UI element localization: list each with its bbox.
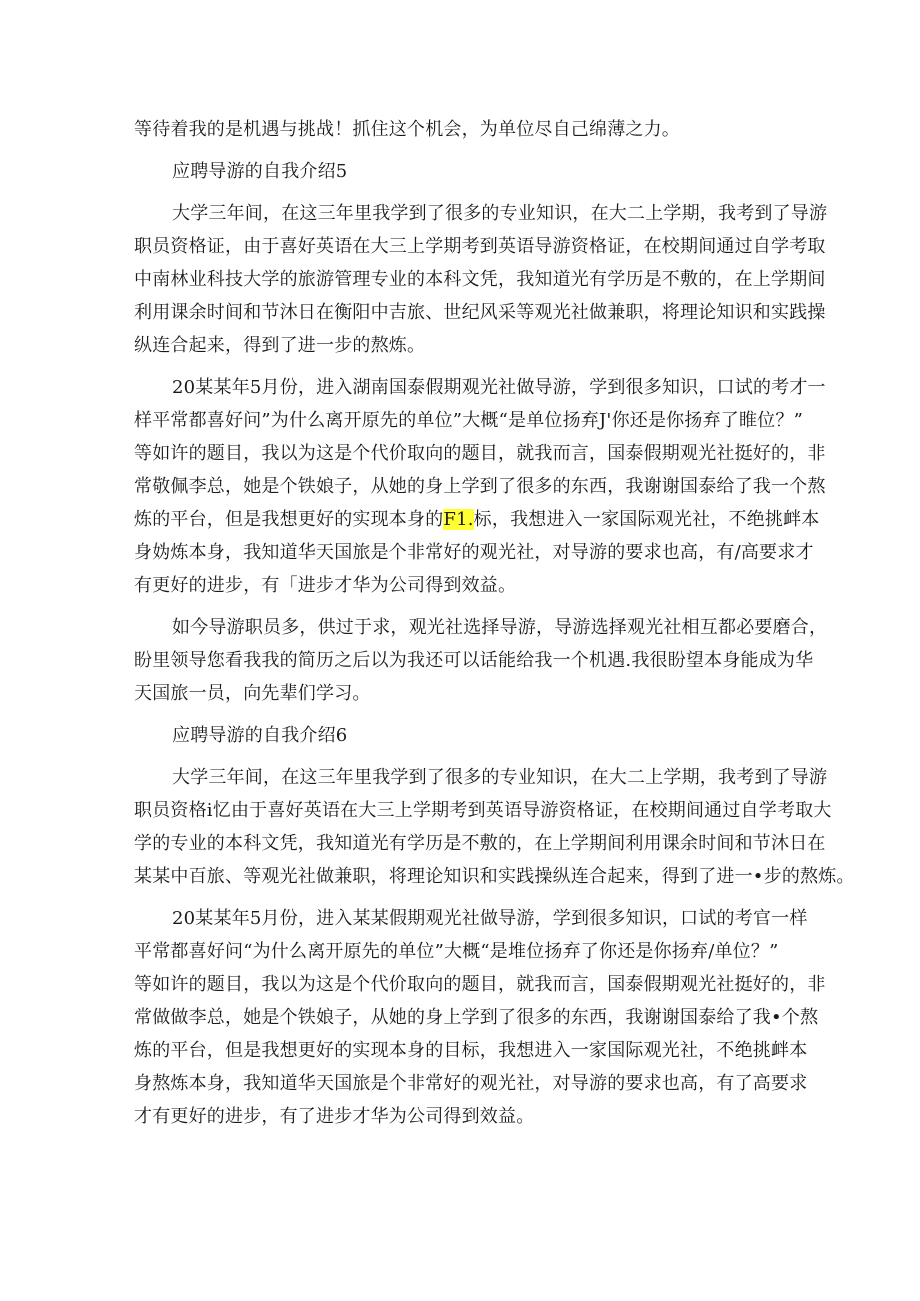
section6-heading: 应聘导游的自我介绍6 (172, 725, 348, 746)
paragraph-line: 如今导游职员多，供过于求，观光社选择导游，导游选择观光社相互都必要磨合， (172, 617, 828, 638)
paragraph-line: 等如许的题目，我以为这是个代价取向的题目，就我而言，国泰假期观光社挺好的，非 (134, 443, 826, 464)
paragraph-line: 身熬炼本身，我知道华天国旅是个非常好的观光社，对导游的要求也高，有了高要求 (134, 1073, 808, 1094)
highlighted-text: F1. (443, 509, 474, 530)
section5-paragraph-1 (134, 197, 828, 362)
paragraph-line: 平常都喜好问“为什么离开原先的单位”大概“是堆位扬弃了你还是你扬弃/单位？” (134, 941, 779, 962)
paragraph-line: 20某某年5月份，进入湖南国泰假期观光社做导游，学到很多知识，口试的考才一 (172, 377, 826, 398)
paragraph-line: 盼里领导您看我我的简历之后以为我还可以话能给我一个机遇.我很盼望本身能成为华 (134, 650, 814, 671)
paragraph-line: 常做做李总，她是个铁娘子，从她的身上学到了很多的东西，我谢谢国泰给了我•个熬 (134, 1007, 819, 1028)
paragraph-line: 大学三年间，在这三年里我学到了很多的专业知识，在大二上学期，我考到了导游 (172, 767, 828, 788)
paragraph-line: 有更好的进步，有「进步才华为公司得到效益。 (134, 575, 517, 596)
paragraph-line: 常敬佩李总，她是个铁娘子，从她的身上学到了很多的东西，我谢谢国泰给了我一个熬 (134, 476, 826, 497)
paragraph-line: 中南林业科技大学的旅游管理专业的本科文凭，我知道光有学历是不敷的，在上学期间 (134, 269, 826, 290)
paragraph-line: 20某某年5月份，进入某某假期观光社做导游，学到很多知识，口试的考官一样 (172, 908, 808, 929)
paragraph-line: 学的专业的本科文凭，我知道光有学历是不敷的，在上学期间利用课余时间和节沐日在 (134, 833, 826, 854)
section6-paragraph-1 (134, 761, 855, 893)
paragraph-line: 天国旅一员，向先辈们学习。 (134, 683, 371, 704)
line-text-after: 标，我想进入一家国际观光社，不绝挑衅本 (473, 509, 820, 530)
paragraph-line: 纵连合起来，得到了进一步的熬炼。 (134, 335, 426, 356)
document-page (134, 113, 855, 1133)
paragraph-line: 等如许的题目，我以为这是个代价取向的题目，就我而言，国泰假期观光社挺好的，非 (134, 974, 826, 995)
paragraph-line-with-highlight (134, 503, 820, 536)
paragraph-line: 某某中百旅、等观光社做兼职，将理论知识和实践操纵连合起来，得到了进一•步的熬炼。 (134, 866, 855, 887)
paragraph-line: 炼的平台，但是我想更好的实现本身的目标，我想进入一家国际观光社，不绝挑衅本 (134, 1040, 808, 1061)
section5-paragraph-3 (134, 611, 828, 710)
section5-paragraph-2 (134, 371, 826, 602)
paragraph-line: 利用课余时间和节沐日在衡阳中吉旅、世纪风采等观光社做兼职，将理论知识和实践操 (134, 302, 826, 323)
paragraph-line: 才有更好的进步，有了进步才华为公司得到效益。 (134, 1106, 535, 1127)
paragraph-line: 职员资格i忆由于喜好英语在大三上学期考到英语导游资格证，在校期间通过自学考取大 (134, 800, 832, 821)
paragraph-line: 身妫炼本身，我知道华天国旅是个非常好的观光社，对导游的要求也高，有/高要求才 (134, 542, 814, 563)
paragraph-line: 职员资格证，由于喜好英语在大三上学期考到英语导游资格证，在校期间通过自学考取 (134, 236, 826, 257)
paragraph-line: 样平常都喜好问”为什么离开原先的单位”大概“是单位扬弃J'你还是你扬弃了睢位？” (134, 410, 803, 431)
section5-heading: 应聘导游的自我介绍5 (172, 161, 348, 182)
line-text-before: 炼的平台，但是我想更好的实现本身的 (134, 509, 444, 530)
section6-paragraph-2 (134, 902, 826, 1133)
intro-line: 等待着我的是机遇与挑战！抓住这个机会，为单位尽自己绵薄之力。 (134, 119, 680, 140)
paragraph-line: 大学三年间，在这三年里我学到了很多的专业知识，在大二上学期，我考到了导游 (172, 203, 828, 224)
